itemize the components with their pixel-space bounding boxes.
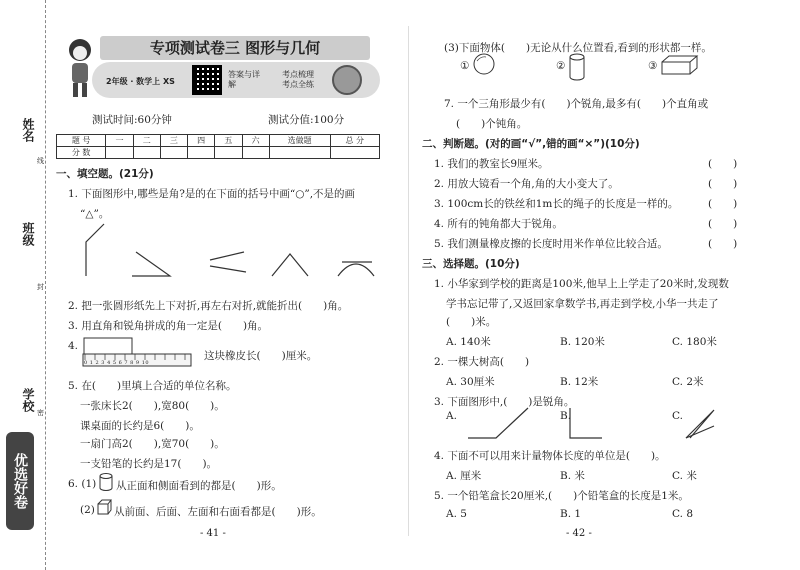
question-6b: 从前面、后面、左面和右面看都是( )形。 <box>114 506 322 518</box>
review-label: 考点梳理 考点全练 <box>282 70 314 89</box>
judge-answer-2[interactable]: ( ) <box>708 178 738 190</box>
ruler-scale-labels: 0 1 2 3 4 5 6 7 8 9 10 <box>84 360 150 366</box>
answer-qr-code[interactable] <box>192 65 222 95</box>
choice-2-option-a[interactable]: A. 30厘米 <box>446 376 495 388</box>
page-title: 专项测试卷三 图形与几何 <box>149 39 321 57</box>
page-number-right: - 42 - <box>566 528 592 539</box>
cylinder-icon <box>98 472 114 492</box>
cube-icon <box>96 498 112 516</box>
score-header: 六 <box>242 135 269 147</box>
choice-4: 4. 下面不可以用来计量物体长度的单位是( )。 <box>434 450 666 462</box>
score-header: 四 <box>188 135 215 147</box>
choice-1: 1. 小华家到学校的距离是100米,他早上上学走了20米时,发现数 <box>434 278 729 290</box>
question-7: 7. 一个三角形最少有( )个锐角,最多有( )个直角或 <box>444 98 709 110</box>
question-6c: (3)下面物体( )无论从什么位置看,看到的形状都一样。 <box>444 42 712 54</box>
choice-5-option-c[interactable]: C. 8 <box>672 508 694 520</box>
score-header: 一 <box>106 135 133 147</box>
score-cell[interactable] <box>215 147 242 159</box>
choice-1-cont: 学书忘记带了,又返回家拿数学书,再走到学校,小华一共走了 <box>446 298 719 310</box>
option-marker: ① <box>460 60 470 72</box>
judge-item-5: 5. 我们测量橡皮擦的长度时用米作单位比较合适。 <box>434 238 668 250</box>
score-cell[interactable] <box>160 147 187 159</box>
score-row-label: 分 数 <box>57 147 106 159</box>
question-5b: 课桌面的长约是6( )。 <box>80 420 200 432</box>
school-label: 学校 <box>21 388 35 412</box>
brand-logo: 优选好卷 <box>6 432 34 530</box>
choice-2: 2. 一棵大树高( ) <box>434 356 530 368</box>
question-4-number: 4. <box>68 340 79 352</box>
judge-answer-5[interactable]: ( ) <box>708 238 738 250</box>
choice-5-option-b[interactable]: B. 1 <box>560 508 582 520</box>
score-cell[interactable] <box>242 147 269 159</box>
choice-4-option-c[interactable]: C. 米 <box>672 470 697 482</box>
score-header: 选做题 <box>269 135 330 147</box>
score-header: 三 <box>160 135 187 147</box>
question-6a-number: 6. (1) <box>68 478 97 490</box>
test-score: 测试分值:100分 <box>268 114 345 126</box>
choice-1-option-c[interactable]: C. 180米 <box>672 336 717 348</box>
cuboid-icon <box>660 54 700 76</box>
choice-1-cont2: ( )米。 <box>446 316 497 328</box>
answer-label: 答案与详解 <box>228 70 260 89</box>
score-cell[interactable] <box>133 147 160 159</box>
question-5: 5. 在( )里填上合适的单位名称。 <box>68 380 237 392</box>
angle-figures <box>80 222 380 282</box>
score-cell[interactable] <box>106 147 133 159</box>
cylinder-icon <box>568 52 586 82</box>
judge-item-2: 2. 用放大镜看一个角,角的大小变大了。 <box>434 178 619 190</box>
girl-illustration <box>62 36 98 100</box>
choice-3-option-a[interactable]: A. <box>446 410 457 422</box>
name-label: 姓名 <box>21 118 35 142</box>
judge-item-4: 4. 所有的钝角都大于锐角。 <box>434 218 563 230</box>
acute-angle-options <box>440 404 750 442</box>
choice-3: 3. 下面图形中,( )是锐角。 <box>434 396 575 408</box>
page-divider <box>408 26 409 536</box>
seal-mark: 封 <box>37 283 44 291</box>
choice-2-option-b[interactable]: B. 12米 <box>560 376 599 388</box>
question-6a: 从正面和侧面看到的都是( )形。 <box>116 480 282 492</box>
question-3: 3. 用直角和锐角拼成的角一定是( )角。 <box>68 320 269 332</box>
score-header: 二 <box>133 135 160 147</box>
judge-answer-1[interactable]: ( ) <box>708 158 738 170</box>
sphere-icon <box>472 52 496 76</box>
choice-2-option-c[interactable]: C. 2米 <box>672 376 704 388</box>
question-1-cont: “△”。 <box>80 208 110 220</box>
test-time: 测试时间:60分钟 <box>92 114 172 126</box>
score-header: 总 分 <box>330 135 379 147</box>
score-cell[interactable] <box>188 147 215 159</box>
judge-answer-3[interactable]: ( ) <box>708 198 738 210</box>
score-cell[interactable] <box>269 147 330 159</box>
judge-item-1: 1. 我们的教室长9厘米。 <box>434 158 549 170</box>
judge-answer-4[interactable]: ( ) <box>708 218 738 230</box>
judge-item-3: 3. 100cm长的铁丝和1m长的绳子的长度是一样的。 <box>434 198 679 210</box>
option-marker: ② <box>556 60 566 72</box>
secret-mark: 密 <box>37 409 44 417</box>
score-table <box>56 134 380 159</box>
score-cell[interactable] <box>330 147 379 159</box>
question-7-cont: ( )个钝角。 <box>456 118 528 130</box>
question-2: 2. 把一张圆形纸先上下对折,再左右对折,就能折出( )角。 <box>68 300 349 312</box>
review-qr-code[interactable] <box>332 65 362 95</box>
choice-3-option-b[interactable]: B. <box>560 410 572 422</box>
choice-5-option-a[interactable]: A. 5 <box>446 508 467 520</box>
choice-1-option-b[interactable]: B. 120米 <box>560 336 605 348</box>
choice-4-option-a[interactable]: A. 厘米 <box>446 470 482 482</box>
question-5c: 一扇门高2( ),宽70( )。 <box>80 438 225 450</box>
score-header: 五 <box>215 135 242 147</box>
section-choice: 三、选择题。(10分) <box>422 258 520 270</box>
question-4: 这块橡皮长( )厘米。 <box>204 350 318 362</box>
question-6b-number: (2) <box>80 504 95 516</box>
choice-3-option-c[interactable]: C. <box>672 410 683 422</box>
section-judge: 二、判断题。(对的画“√”,错的画“×”)(10分) <box>422 138 640 150</box>
question-5a: 一张床长2( ),宽80( )。 <box>80 400 225 412</box>
page-number-left: - 41 - <box>200 528 226 539</box>
question-1: 1. 下面图形中,哪些是角?是的在下面的括号中画“○”,不是的画 <box>68 188 356 200</box>
class-label: 班级 <box>21 222 35 246</box>
choice-5: 5. 一个铅笔盒长20厘米,( )个铅笔盒的长度是1米。 <box>434 490 689 502</box>
choice-4-option-b[interactable]: B. 米 <box>560 470 585 482</box>
line-mark: 线 <box>37 157 44 165</box>
grade-label: 2年级 · 数学上 XS <box>106 77 175 86</box>
choice-1-option-a[interactable]: A. 140米 <box>446 336 491 348</box>
question-5d: 一支铅笔的长约是17( )。 <box>80 458 218 470</box>
option-marker: ③ <box>648 60 658 72</box>
score-header: 题 号 <box>57 135 106 147</box>
section-fill-blank: 一、填空题。(21分) <box>56 168 154 180</box>
